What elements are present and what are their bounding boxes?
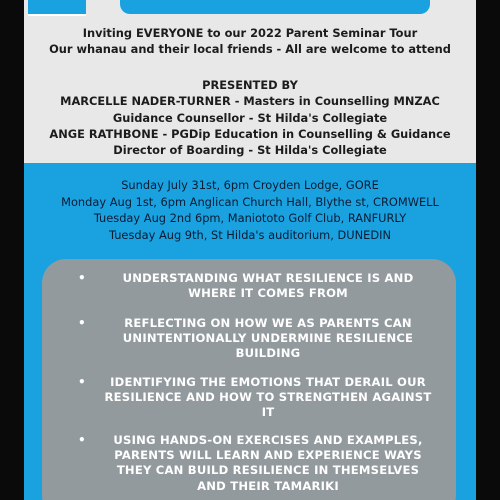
event-cromwell: Monday Aug 1st, 6pm Anglican Church Hall, Blythe st, CROMWELL	[61, 194, 439, 209]
topic-item	[42, 433, 456, 494]
topic-item	[42, 271, 456, 301]
presenter-1-role: Guidance Counsellor - St Hilda's Collegiate	[112, 110, 388, 125]
bullet-icon: •	[78, 271, 86, 285]
event-gore: Sunday July 31st, 6pm Croyden Lodge, GORE	[121, 178, 379, 192]
title-banner	[120, 0, 430, 14]
presenter-1-name: MARCELLE NADER-TURNER - Masters in Counselling MNZAC	[60, 94, 440, 109]
bullet-icon: •	[78, 316, 86, 330]
presenter-2-name: ANGE RATHBONE - PGDip Education in Counselling & Guidance	[49, 126, 451, 141]
school-logo	[28, 0, 86, 16]
seminar-poster	[24, 0, 476, 500]
invitation-line: Inviting EVERYONE to our 2022 Parent Seminar Tour	[82, 26, 418, 40]
event-list	[24, 177, 476, 243]
invitation-text	[24, 25, 476, 58]
welcome-line: Our whanau and their local friends - All are welcome to attend	[49, 42, 451, 57]
topic-item	[42, 375, 456, 421]
presenters-section	[24, 77, 476, 158]
events-section	[24, 163, 476, 500]
topic-item	[42, 316, 456, 362]
presenter-2-role: Director of Boarding - St Hilda's Collegiate	[113, 143, 387, 158]
event-dunedin: Tuesday Aug 9th, St Hilda's auditorium, DUNEDIN	[108, 227, 392, 242]
topic-text: REFLECTING ON HOW WE AS PARENTS CAN UNINTENTIONALLY UNDERMINE RESILIENCE BUILDING	[122, 316, 414, 361]
bullet-icon: •	[78, 433, 86, 447]
topic-text: IDENTIFYING THE EMOTIONS THAT DERAIL OUR RESILIENCE AND HOW TO STRENGTHEN AGAINST IT	[104, 375, 432, 420]
event-ranfurly: Tuesday Aug 2nd 6pm, Maniototo Golf Club, RANFURLY	[93, 211, 407, 226]
topics-panel	[42, 259, 456, 500]
bullet-icon: •	[78, 375, 86, 389]
topic-text: UNDERSTANDING WHAT RESILIENCE IS AND WHERE IT COMES FROM	[122, 271, 414, 301]
topic-text: USING HANDS-ON EXERCISES AND EXAMPLES, PARENTS WILL LEARN AND EXPERIENCE WAYS THEY CAN BUILD RESILIENCE IN THEMSELVES AND THEIR TAMARIKI	[113, 433, 423, 493]
presented-by-heading: PRESENTED BY	[202, 78, 298, 92]
